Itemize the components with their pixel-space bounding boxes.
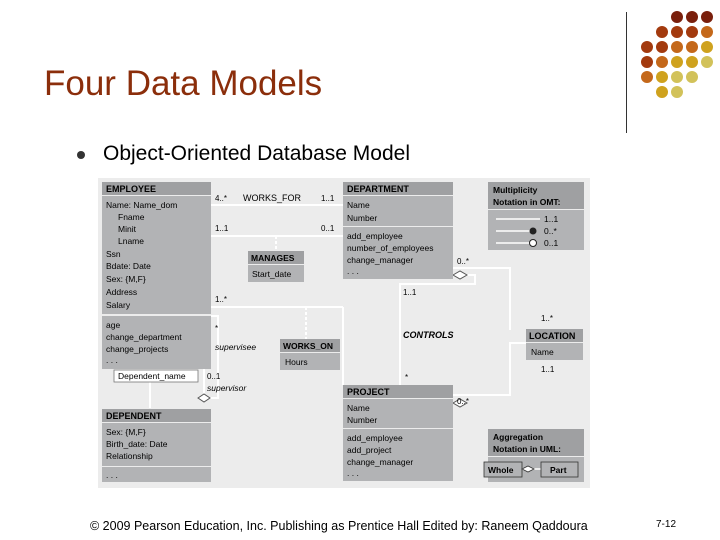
employee-attr: Bdate: Date	[106, 261, 151, 271]
legend-label: 0..1	[544, 238, 559, 248]
mult-department-0-many: 0..*	[457, 257, 470, 266]
supervisee-label: supervisee	[215, 342, 257, 352]
employee-op: . . .	[106, 355, 118, 365]
employee-attr: Lname	[118, 236, 144, 246]
manages-attr: Start_date	[252, 269, 292, 279]
mult-supervisor-01: 0..1	[207, 372, 221, 381]
department-op: number_of_employees	[347, 243, 434, 253]
mult-project-0-many: 0..*	[457, 397, 470, 406]
bullet-text: Object-Oriented Database Model	[103, 142, 410, 165]
dependent-attr: Relationship	[106, 451, 153, 461]
mult-location-1: 1..1	[541, 365, 555, 374]
employee-attr: Address	[106, 287, 138, 297]
aggregation-title: Aggregation	[493, 432, 544, 442]
department-op: . . .	[347, 266, 359, 276]
location-name: LOCATION	[529, 331, 576, 341]
employee-op: change_projects	[106, 344, 169, 354]
department-op: add_employee	[347, 231, 403, 241]
employee-attr: Minit	[118, 224, 136, 234]
works-on-attr: Hours	[285, 357, 308, 367]
aggregation-subtitle: Notation in UML:	[493, 444, 561, 454]
qualifier-label: Dependent_name	[118, 371, 186, 381]
project-op: add_project	[347, 445, 392, 455]
works-for-label: WORKS_FOR	[243, 193, 302, 203]
mult-controls-1: 1..1	[403, 288, 417, 297]
multiplicity-title: Multiplicity	[493, 185, 538, 195]
slide-title: Four Data Models	[44, 64, 323, 103]
dependent-attr: Sex: {M,F}	[106, 427, 146, 437]
dependent-name: DEPENDENT	[106, 411, 162, 421]
mult-1-many: 1..*	[215, 295, 228, 304]
works-on-name: WORKS_ON	[283, 341, 334, 351]
employee-attr: Sex: {M,F}	[106, 274, 146, 284]
whole-label: Whole	[488, 465, 514, 475]
department-op: change_manager	[347, 255, 414, 265]
mult-location-1-many: 1..*	[541, 314, 554, 323]
employee-attr: Fname	[118, 212, 145, 222]
mult-manages-1: 1..1	[215, 224, 229, 233]
location-attr: Name	[531, 347, 554, 357]
project-op: . . .	[347, 468, 359, 478]
legend-label: 1..1	[544, 214, 559, 224]
department-attr: Number	[347, 213, 378, 223]
project-attr: Name	[347, 403, 370, 413]
employee-attr: Name: Name_dom	[106, 200, 178, 210]
supervisor-label: supervisor	[207, 383, 247, 393]
copyright-footer: © 2009 Pearson Education, Inc. Publishing as Prentice Hall Edited by: Raneem Qaddoura	[90, 519, 588, 533]
employee-attr: Ssn	[106, 249, 121, 259]
mult-works-on-many: *	[405, 373, 409, 382]
project-attr: Number	[347, 415, 378, 425]
page-number: 7-12	[656, 519, 677, 530]
part-label: Part	[550, 465, 567, 475]
department-name: DEPARTMENT	[347, 184, 409, 194]
legend-label: 0..*	[544, 226, 557, 236]
controls-label: CONTROLS	[403, 330, 454, 340]
project-op: change_manager	[347, 457, 414, 467]
multiplicity-subtitle: Notation in OMT:	[493, 197, 561, 207]
legend-hollow-dot	[530, 240, 537, 247]
employee-attr: Salary	[106, 300, 131, 310]
legend-filled-dot	[530, 228, 537, 235]
dependent-ops-box	[102, 467, 211, 482]
dependent-op: . . .	[106, 470, 118, 480]
employee-name: EMPLOYEE	[106, 184, 157, 194]
project-name: PROJECT	[347, 387, 390, 397]
mult-supervisee-many: *	[215, 324, 219, 333]
mult-manages-01: 0..1	[321, 224, 335, 233]
mult-4-many: 4..*	[215, 194, 228, 203]
employee-op: change_department	[106, 332, 182, 342]
mult-works-for-1: 1..1	[321, 194, 335, 203]
department-attr: Name	[347, 200, 370, 210]
manages-name: MANAGES	[251, 253, 295, 263]
project-op: add_employee	[347, 433, 403, 443]
dependent-attr: Birth_date: Date	[106, 439, 168, 449]
employee-op: age	[106, 320, 121, 330]
